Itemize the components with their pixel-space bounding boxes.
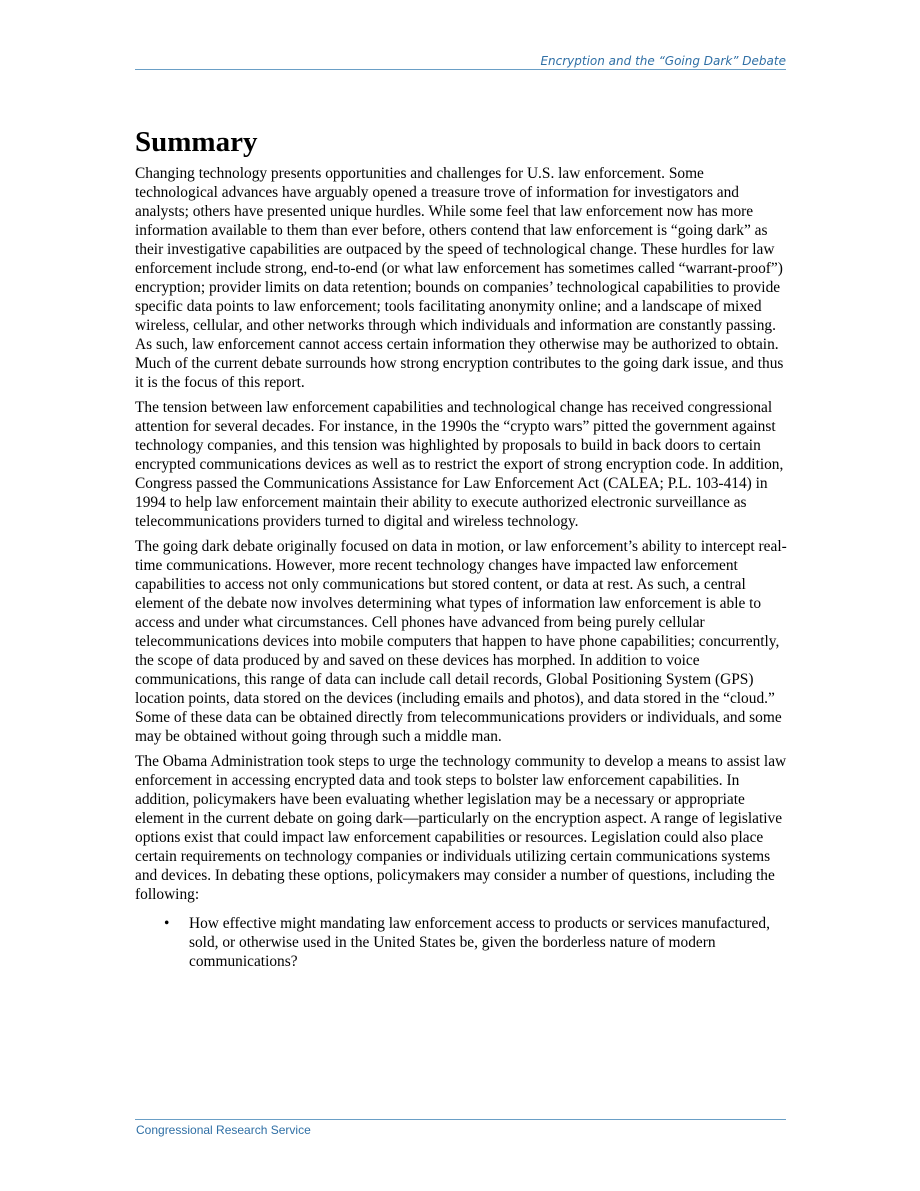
header-divider [135, 69, 786, 70]
summary-paragraph-2: The tension between law enforcement capabilities and technological change has received congressional attention for several decades. For instance, in the 1990s the “crypto wars” pitted the government against technology companies, and this tension was highlighted by proposals to build in back doors to certain encrypted communications devices as well as to restrict the export of strong encryption code. In addition, Congress passed the Communications Assistance for Law Enforcement Act (CALEA; P.L. 103-414) in 1994 to help law enforcement maintain their ability to execute authorized electronic surveillance as telecommunications providers turned to digital and wireless technology. [135, 399, 784, 530]
summary-paragraph-3: The going dark debate originally focused on data in motion, or law enforcement’s ability to intercept real-time communications. However, more recent technology changes have impacted law enforcement capabilities to access not only communications but stored content, or data at rest. As such, a central element of the debate now involves determining what types of information law enforcement is able to access and under what circumstances. Cell phones have advanced from being purely cellular telecommunications devices into mobile computers that happen to have phone capabilities; concurrently, the scope of data produced by and saved on these devices has morphed. In addition to voice communications, this range of data can include call detail records, Global Positioning System (GPS) location points, data stored on the devices (including emails and photos), and data stored in the “cloud.” Some of these data can be obtained directly from telecommunications providers or individuals, and some may be obtained without going through such a middle man. [135, 538, 787, 745]
question-text: How effective might mandating law enforcement access to products or services manufactured, sold, or otherwise used in the United States be, given the borderless nature of modern communications? [189, 915, 770, 970]
list-item [135, 914, 787, 971]
page-content [135, 123, 787, 971]
section-heading-summary: Summary [135, 126, 258, 158]
bullet-icon: • [164, 915, 170, 932]
running-header-title: Encryption and the “Going Dark” Debate [540, 54, 786, 68]
summary-paragraph-4: The Obama Administration took steps to urge the technology community to develop a means to assist law enforcement in accessing encrypted data and took steps to bolster law enforcement capabilities. In addition, policymakers have been evaluating whether legislation may be a necessary or appropriate element in the current debate on going dark—particularly on the encryption aspect. A range of legislative options exist that could impact law enforcement capabilities or resources. Legislation could also place certain requirements on technology companies or individuals utilizing certain communications systems and devices. In debating these options, policymakers may consider a number of questions, including the following: [135, 753, 787, 903]
questions-list [135, 914, 787, 971]
footer-divider [135, 1119, 786, 1120]
summary-paragraph-1: Changing technology presents opportunities and challenges for U.S. law enforcement. Some technological advances have arguably opened a treasure trove of information for investigators and analysts; others have presented unique hurdles. While some feel that law enforcement now has more information available to them than ever before, others contend that law enforcement is “going dark” as their investigative capabilities are outpaced by the speed of technological change. These hurdles for law enforcement include strong, end-to-end (or what law enforcement has sometimes called “warrant-proof”) encryption; provider limits on data retention; bounds on companies’ technological capabilities to provide specific data points to law enforcement; tools facilitating anonymity online; and a landscape of mixed wireless, cellular, and other networks through which individuals and information are constantly passing. As such, law enforcement cannot access certain information they otherwise may be authorized to obtain. Much of the current debate surrounds how strong encryption contributes to the going dark issue, and thus it is the focus of this report. [135, 165, 784, 391]
footer-organization: Congressional Research Service [136, 1123, 311, 1137]
